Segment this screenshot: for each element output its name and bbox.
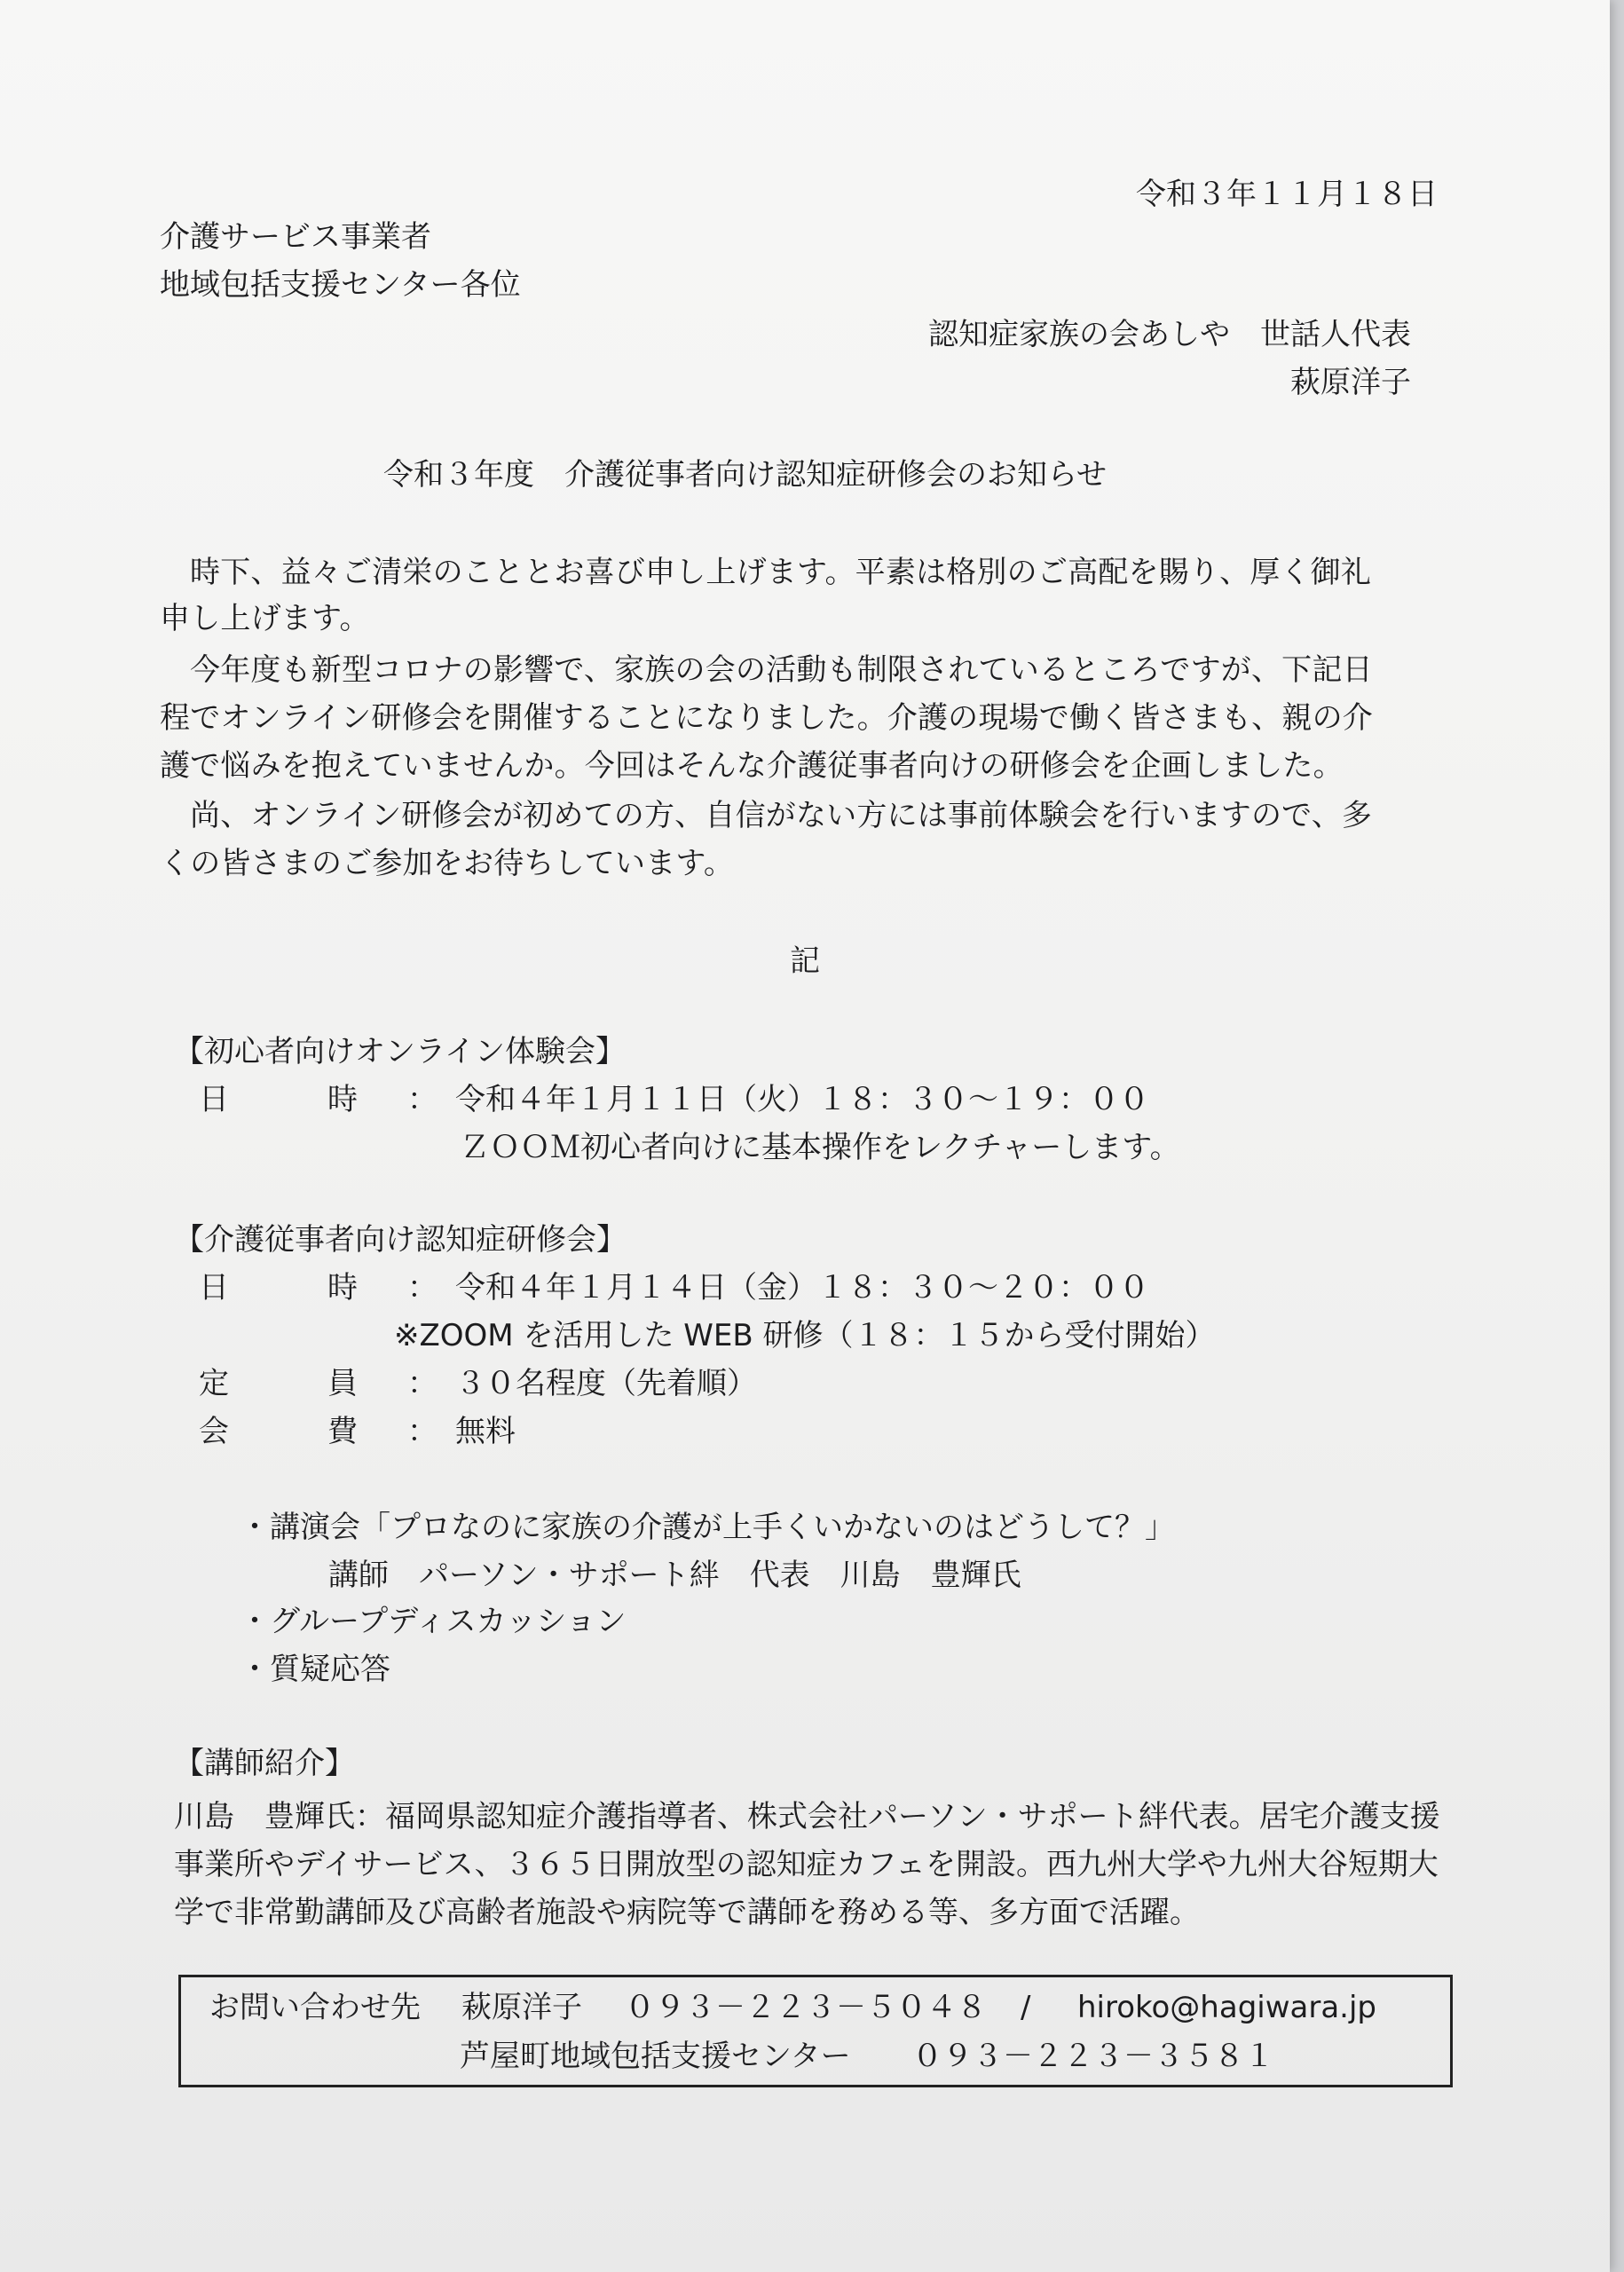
session1-note: ＺＯＯＭ初心者向けに基本操作をレクチャーします。 — [460, 1130, 1180, 1165]
session2-date-label-1: 日 — [199, 1270, 229, 1306]
contact-phone-1: ０９３－２２３－５０４８ — [625, 1990, 987, 2025]
program-item-1: ・講演会「プロなのに家族の介護が上手くいかないのはどうして？」 — [240, 1510, 1175, 1545]
program-item-3: ・質疑応答 — [240, 1652, 390, 1687]
session2-colon-3: ： — [407, 1414, 438, 1449]
program-item-2: ・グループディスカッション — [240, 1604, 627, 1639]
session2-fee-value: 無料 — [455, 1414, 516, 1449]
session1-colon: ： — [407, 1082, 438, 1117]
lecturer-heading: 【講師紹介】 — [174, 1746, 355, 1781]
session1-date-label-2: 時 — [327, 1082, 358, 1117]
program-lecturer-line: 講師 パーソン・サポート絆 代表 川島 豊輝氏 — [328, 1558, 1021, 1593]
contact-separator: / — [1021, 1990, 1031, 2025]
session2-fee-label-2: 費 — [327, 1414, 358, 1449]
session2-capacity-value: ３０名程度（先着順） — [455, 1366, 757, 1401]
contact-name: 萩原洋子 — [461, 1990, 582, 2025]
body-line-6: 尚、オンライン研修会が初めての方、自信がない方には事前体験会を行いますので、多 — [190, 798, 1373, 833]
recipient-line-2: 地域包括支援センター各位 — [160, 267, 521, 303]
body-line-5: 護で悩みを抱えていませんか。今回はそんな介護従事者向けの研修会を企画しました。 — [160, 748, 1344, 784]
session1-date-row — [199, 1082, 1149, 1117]
session2-heading: 【介護従事者向け認知症研修会】 — [174, 1222, 627, 1258]
contact-phone-2: ０９３－２２３－３５８１ — [912, 2039, 1274, 2074]
session2-capacity-label-2: 員 — [327, 1366, 358, 1401]
session1-heading: 【初心者向けオンライン体験会】 — [174, 1034, 626, 1069]
body-line-3: 今年度も新型コロナの影響で、家族の会の活動も制限されているところですが、下記日 — [190, 652, 1373, 688]
session2-capacity-row — [199, 1366, 757, 1401]
ki-heading: 記 — [790, 943, 820, 979]
notice-title: 令和３年度 介護従事者向け認知症研修会のお知らせ — [383, 457, 1107, 493]
contact-email: hiroko@hagiwara.jp — [1077, 1990, 1377, 2025]
session2-date-row — [199, 1270, 1149, 1306]
lecturer-line-3: 学で非常勤講師及び高齢者施設や病院等で講師を務める等、多方面で活躍。 — [174, 1895, 1200, 1930]
session2-colon-1: ： — [407, 1270, 438, 1306]
session2-date-value: 令和４年１月１４日（金）１８：３０～２０：００ — [455, 1270, 1149, 1306]
recipient-line-1: 介護サービス事業者 — [160, 219, 431, 255]
contact-organization: 芦屋町地域包括支援センター — [460, 2039, 851, 2074]
body-line-1: 時下、益々ご清栄のこととお喜び申し上げます。平素は格別のご高配を賜り、厚く御礼 — [190, 555, 1372, 590]
document-date: 令和３年１１月１８日 — [1136, 177, 1438, 212]
session2-colon-2: ： — [407, 1366, 438, 1401]
session1-date-value: 令和４年１月１１日（火）１８：３０～１９：００ — [455, 1082, 1149, 1117]
session2-fee-label-1: 会 — [199, 1414, 229, 1449]
lecturer-line-2: 事業所やデイサービス、３６５日開放型の認知症カフェを開設。西九州大学や九州大谷短期大 — [174, 1847, 1439, 1882]
session2-date-note: ※ZOOM を活用した WEB 研修（１８：１５から受付開始） — [394, 1318, 1216, 1353]
body-line-2: 申し上げます。 — [160, 601, 370, 636]
session2-capacity-label-1: 定 — [199, 1366, 229, 1401]
session1-date-label-1: 日 — [199, 1082, 229, 1117]
sender-name: 萩原洋子 — [1290, 365, 1411, 400]
contact-label: お問い合わせ先 — [209, 1990, 421, 2025]
body-line-4: 程でオンライン研修会を開催することになりました。介護の現場で働く皆さまも、親の介 — [160, 700, 1373, 736]
session2-date-label-2: 時 — [327, 1270, 358, 1306]
body-line-7: くの皆さまのご参加をお待ちしています。 — [160, 846, 735, 881]
session2-fee-row — [199, 1416, 516, 1447]
sender-organization: 認知症家族の会あしや 世話人代表 — [928, 317, 1411, 352]
lecturer-line-1: 川島 豊輝氏：福岡県認知症介護指導者、株式会社パーソン・サポート絆代表。居宅介護支援 — [174, 1799, 1440, 1834]
